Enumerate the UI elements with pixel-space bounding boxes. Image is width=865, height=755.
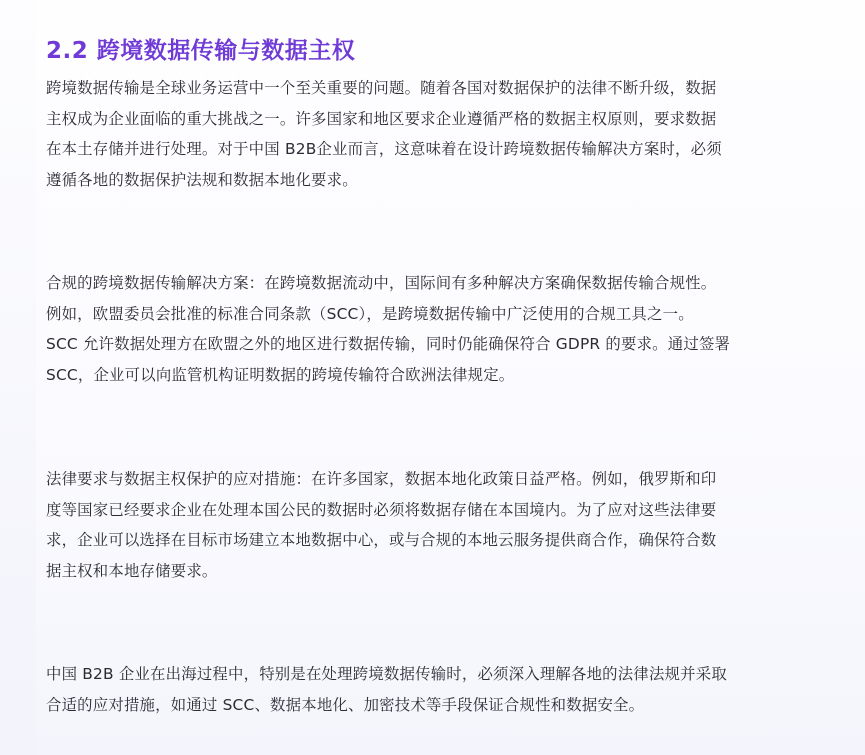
section-title: 2.2 跨境数据传输与数据主权 xyxy=(46,38,356,65)
paragraph-line: 合规的跨境数据传输解决方案：在跨境数据流动中，国际间有多种解决方案确保数据传输合规性。 xyxy=(46,274,717,292)
paragraph-line: 中国 B2B 企业在出海过程中，特别是在处理跨境数据传输时，必须深入理解各地的法律法规并采取 xyxy=(46,665,727,683)
paragraph-line: 主权成为企业面临的重大挑战之一。许多国家和地区要求企业遵循严格的数据主权原则，要求数据 xyxy=(46,109,717,128)
paragraph-compliance-solutions xyxy=(46,268,806,390)
paragraph-line: 法律要求与数据主权保护的应对措施：在许多国家，数据本地化政策日益严格。例如，俄罗斯和印 xyxy=(46,470,717,488)
paragraph-data-transfer-intro xyxy=(46,73,806,195)
paragraph-line: SCC 允许数据处理方在欧盟之外的地区进行数据传输，同时仍能确保符合 GDPR 的要求。通过签署 xyxy=(46,335,731,353)
paragraph-legal-measures xyxy=(46,464,806,586)
paragraph-line: 跨境数据传输是全球业务运营中一个至关重要的问题。随着各国对数据保护的法律不断升级，数据 xyxy=(46,79,717,97)
paragraph-conclusion xyxy=(46,659,806,720)
page-left-margin xyxy=(0,0,36,755)
paragraph-line: 求，企业可以选择在目标市场建立本地数据中心，或与合规的本地云服务提供商合作，确保符合数 xyxy=(46,531,717,549)
paragraph-line: 度等国家已经要求企业在处理本国公民的数据时必须将数据存储在本国境内。为了应对这些法律要 xyxy=(46,500,717,519)
paragraph-line: 遵循各地的数据保护法规和数据本地化要求。 xyxy=(46,170,358,189)
paragraph-line: 例如，欧盟委员会批准的标准合同条款（SCC），是跨境数据传输中广泛使用的合规工具之一。 xyxy=(46,304,694,323)
paragraph-line: 合适的应对措施，如通过 SCC、数据本地化、加密技术等手段保证合规性和数据安全。 xyxy=(46,695,645,714)
paragraph-line: SCC，企业可以向监管机构证明数据的跨境传输符合欧洲法律规定。 xyxy=(46,365,515,384)
paragraph-line: 据主权和本地存储要求。 xyxy=(46,561,218,580)
paragraph-line: 在本土存储并进行处理。对于中国 B2B企业而言，这意味着在设计跨境数据传输解决方案时，必须 xyxy=(46,140,722,158)
